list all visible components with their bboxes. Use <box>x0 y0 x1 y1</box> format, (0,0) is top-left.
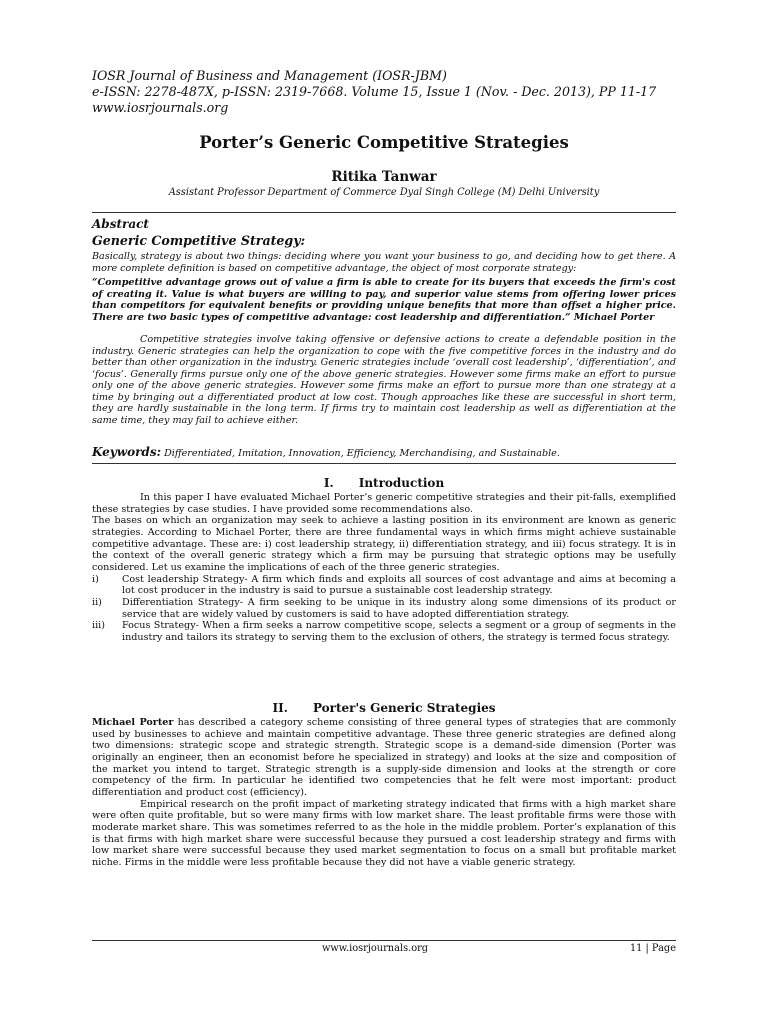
keywords-line <box>92 445 676 459</box>
section-1-number: I. <box>323 476 334 490</box>
section-2-paragraph-1 <box>92 717 676 799</box>
paper-title: Porter’s Generic Competitive Strategies <box>199 133 569 152</box>
author-affiliation: Assistant Professor Department of Commerce Dyal Singh College (M) Delhi University <box>168 187 600 198</box>
footer-rule <box>92 940 676 941</box>
journal-issn: e-ISSN: 2278-487X, p-ISSN: 2319-7668. Volume 15, Issue 1 (Nov. - Dec. 2013), PP 11-17 <box>92 84 657 99</box>
list-item-text: Focus Strategy- When a firm seeks a narrow competitive scope, selects a segment or a group of segments in the industry and tailors its strategy to serving them to the exclusion of others, the strategy is termed focus strategy. <box>122 620 676 643</box>
section-2-paragraph-2: Empirical research on the profit impact of marketing strategy indicated that firms with a high market share were often quite profitable, but so were many firms with low market share. The least profitable firms were those with moderate market share. This was sometimes referred to as the hole in the middle problem. Porter’s explanation of this is that firms with high market share were successful because they pursued a cost leadership strategy and firms with low market share were successful because they used market segmentation to focus on a small but profitable market niche. Firms in the middle were less profitable because they did not have a viable generic strategy. <box>92 798 676 868</box>
section-1-title: Introduction <box>358 476 445 490</box>
list-item <box>92 574 676 597</box>
abstract-bottom-rule <box>92 463 676 464</box>
porter-quote: “Competitive advantage grows out of value a firm is able to create for its buyers that exceeds the firm's cost of creating it. Value is what buyers are willing to pay, and superior value stems from offering lower prices than competitors for equivalent benefits or providing unique benefits that more than offset a higher price. There are two basic types of competitive advantage: cost leadership and differentiation.” Michael Porter <box>92 277 676 323</box>
list-item <box>92 620 676 643</box>
section-2-body <box>92 717 676 869</box>
list-item-text: Cost leadership Strategy- A firm which finds and exploits all sources of cost advantage and aims at becoming a lot cost producer in the industry is said to pursue a sustainable cost leadership strategy. <box>122 573 676 597</box>
journal-site: www.iosrjournals.org <box>92 100 229 115</box>
section-2-text-1: has described a category scheme consisting of three general types of strategies that are commonly used by businesses to achieve and maintain competitive advantage. These three generic strategies are defined along two dimensions: strategic scope and strategic strength. Strategic scope is a demand-side dimension (Porter was originally an engineer, then an economist before he specialized in strategy) and looks at the size and composition of the market you intend to target. Strategic strength is a supply-side dimension and looks at the strength or core competency of the firm. In particular he identified two competencies that he felt were most important: product differentiation and product cost (efficiency). <box>92 717 677 798</box>
abstract-top-rule <box>92 212 676 213</box>
abstract-quote <box>92 277 676 323</box>
keywords-list: Differentiated, Imitation, Innovation, Efficiency, Merchandising, and Sustainable. <box>161 448 560 459</box>
section-1-heading <box>92 476 676 490</box>
abstract-subtitle: Generic Competitive Strategy: <box>92 233 306 248</box>
list-item <box>92 597 676 620</box>
footer-site: www.iosrjournals.org <box>322 943 429 954</box>
list-item-number: i) <box>92 573 99 585</box>
abstract-paragraph-1 <box>92 251 676 274</box>
abstract-label: Abstract <box>92 217 149 231</box>
author-name: Ritika Tanwar <box>331 169 437 185</box>
section-1-body <box>92 492 676 644</box>
section-2-number: II. <box>272 701 288 715</box>
keywords-label: Keywords: <box>92 445 162 459</box>
intro-paragraph-2: The bases on which an organization may seek to achieve a lasting position in its environment are known as generic strategies. According to Michael Porter, there are three fundamental ways in which firms might achieve sustainable competitive advantage. These are: i) cost leadership strategy, ii) differentiation strategy, and iii) focus strategy. It is in the context of the overall generic strategy which a firm may be pursuing that strategic options may be usefully considered. Let us examine the implications of each of the three generic strategies. <box>92 515 676 573</box>
list-item-number: iii) <box>92 620 105 632</box>
section-2-title: Porter's Generic Strategies <box>312 701 496 715</box>
section-2-heading <box>92 701 676 715</box>
abstract-text: Basically, strategy is about two things: deciding where you want your business to go, and deciding how to get there. A more complete definition is based on competitive advantage, the object of most corporate strategy: <box>92 251 676 274</box>
abstract-paragraph-2 <box>92 334 676 426</box>
abstract-text-2: Competitive strategies involve taking offensive or defensive actions to create a defendable position in the industry. Generic strategies can help the organization to cope with the five competitive forces in the industry and do better than other organization in the industry. Generic strategies include ‘overall cost leadership’, ‘differentiation’, and ‘focus’. Generally firms pursue only one of the above generic strategies. However some firms make an effort to pursue only one of the above generic strategies. However some firms make an effort to pursue more than one strategy at a time by bringing out a differentiated product at low cost. Though approaches like these are successful in short term, they are hardly sustainable in the long term. If firms try to maintain cost leadership as well as differentiation at the same time, they may fail to achieve either. <box>92 334 676 426</box>
intro-paragraph-1: In this paper I have evaluated Michael Porter’s generic competitive strategies and their pit-falls, exemplified these strategies by case studies. I have provided some recommendations also. <box>92 492 676 515</box>
lead-author-name: Michael Porter <box>92 717 174 728</box>
footer-page-number: 11 | Page <box>629 943 676 954</box>
list-item-number: ii) <box>92 596 102 608</box>
list-item-text: Differentiation Strategy- A firm seeking to be unique in its industry along some dimensions of its product or service that are widely valued by customers is said to have adopted differentiation strategy. <box>122 596 676 620</box>
journal-name: IOSR Journal of Business and Management (IOSR-JBM) <box>92 68 447 83</box>
